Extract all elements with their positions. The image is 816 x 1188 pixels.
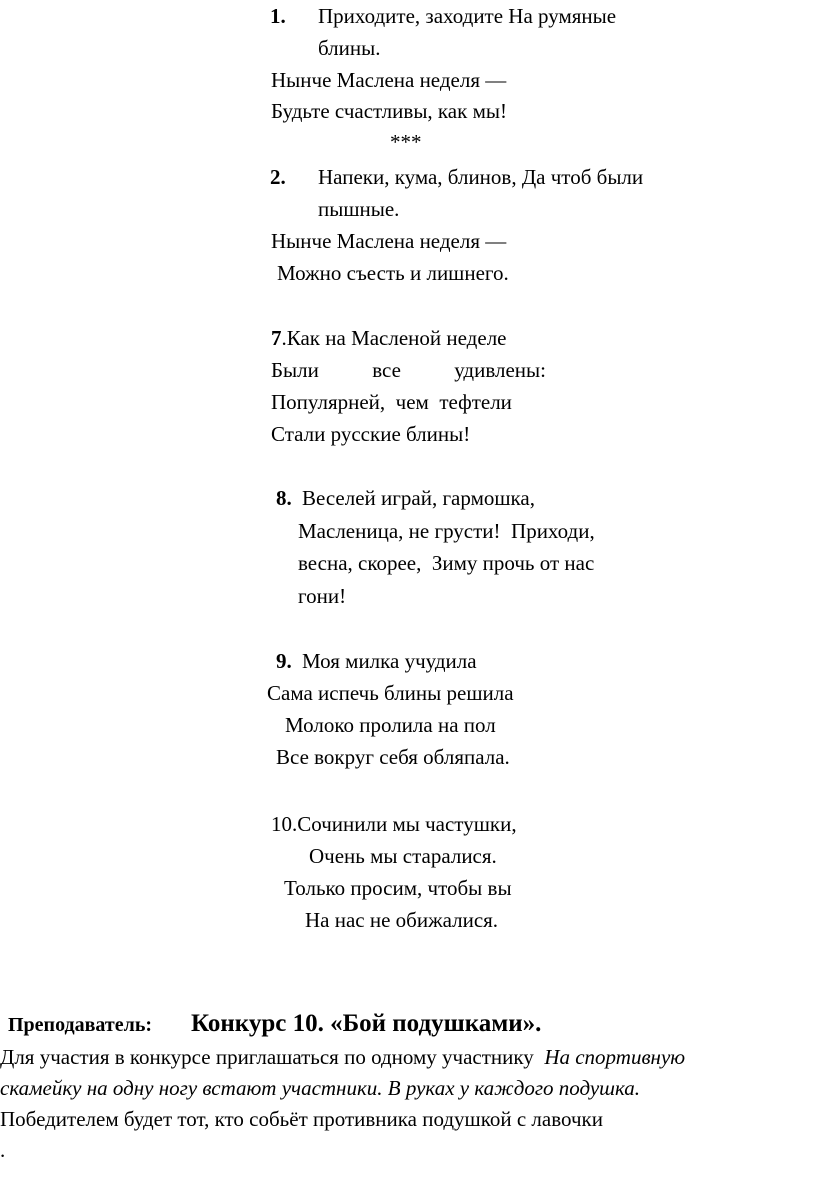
verse-7-line-1-text: .Как на Масленой неделе <box>281 326 507 350</box>
verse-1-line-4: Будьте счастливы, как мы! <box>271 99 507 123</box>
contest-paragraph-1-cont: скамейку на одну ногу встают участники. В руках у каждого подушка. <box>0 1076 641 1100</box>
contest-paragraph-2: Победителем будет тот, кто собьёт противника подушкой с лавочки <box>0 1107 603 1131</box>
verse-1-line-1: Приходите, заходите На румяные <box>318 4 617 28</box>
verse-7-word: удивлены: <box>454 358 546 382</box>
verse-1-line-2: блины. <box>318 36 381 60</box>
verse-7-line-3: Популярней, чем тефтели <box>271 390 512 414</box>
contest-title: Конкурс 10. «Бой подушками». <box>191 1010 542 1037</box>
verse-8-number: 8. <box>276 486 292 510</box>
verse-7-number: 7 <box>271 326 282 350</box>
verse-8-line-4: гони! <box>298 584 347 608</box>
verse-10-line-1: 10.Сочинили мы частушки, <box>271 812 517 836</box>
verse-10-line-2: Очень мы старалися. <box>309 844 497 868</box>
verse-1-line-3: Нынче Маслена неделя — <box>271 68 507 92</box>
verse-8-line-2: Масленица, не грусти! Приходи, <box>298 519 595 543</box>
verse-7-word: Были <box>271 358 319 382</box>
verse-9-line-1: Моя милка учудила <box>302 649 477 673</box>
verse-8-line-1: Веселей играй, гармошка, <box>302 486 535 510</box>
verse-7-word: все <box>372 358 401 382</box>
speaker-label: Преподаватель: <box>8 1014 153 1036</box>
verse-2-line-4: Можно съесть и лишнего. <box>277 261 509 285</box>
verse-9-line-3: Молоко пролила на пол <box>285 713 496 737</box>
contest-rules-italic: На спортивную <box>544 1045 686 1069</box>
verse-2-line-3: Нынче Маслена неделя — <box>271 229 507 253</box>
verse-9-line-2: Сама испечь блины решила <box>267 681 514 705</box>
verse-7-line-1 <box>271 326 507 350</box>
contest-paragraph-3: . <box>0 1138 6 1162</box>
separator: *** <box>390 130 422 154</box>
verse-10-line-4: На нас не обижалися. <box>305 908 499 932</box>
verse-7-line-4: Стали русские блины! <box>271 422 471 446</box>
verse-9-line-4: Все вокруг себя обляпала. <box>276 745 510 769</box>
contest-rules-text: Для участия в конкурсе приглашаться по одному участнику <box>0 1045 534 1069</box>
verse-2-number: 2. <box>270 165 286 189</box>
verse-2-line-1: Напеки, кума, блинов, Да чтоб были <box>318 165 644 189</box>
contest-paragraph-1 <box>0 1045 685 1069</box>
verse-10-line-3: Только просим, чтобы вы <box>284 876 512 900</box>
verse-7-line-2 <box>271 358 546 382</box>
verse-8-line-3: весна, скорее, Зиму прочь от нас <box>298 551 595 575</box>
verse-9-number: 9. <box>276 649 292 673</box>
verse-1-number: 1. <box>270 4 286 28</box>
verse-2-line-2: пышные. <box>318 197 400 221</box>
